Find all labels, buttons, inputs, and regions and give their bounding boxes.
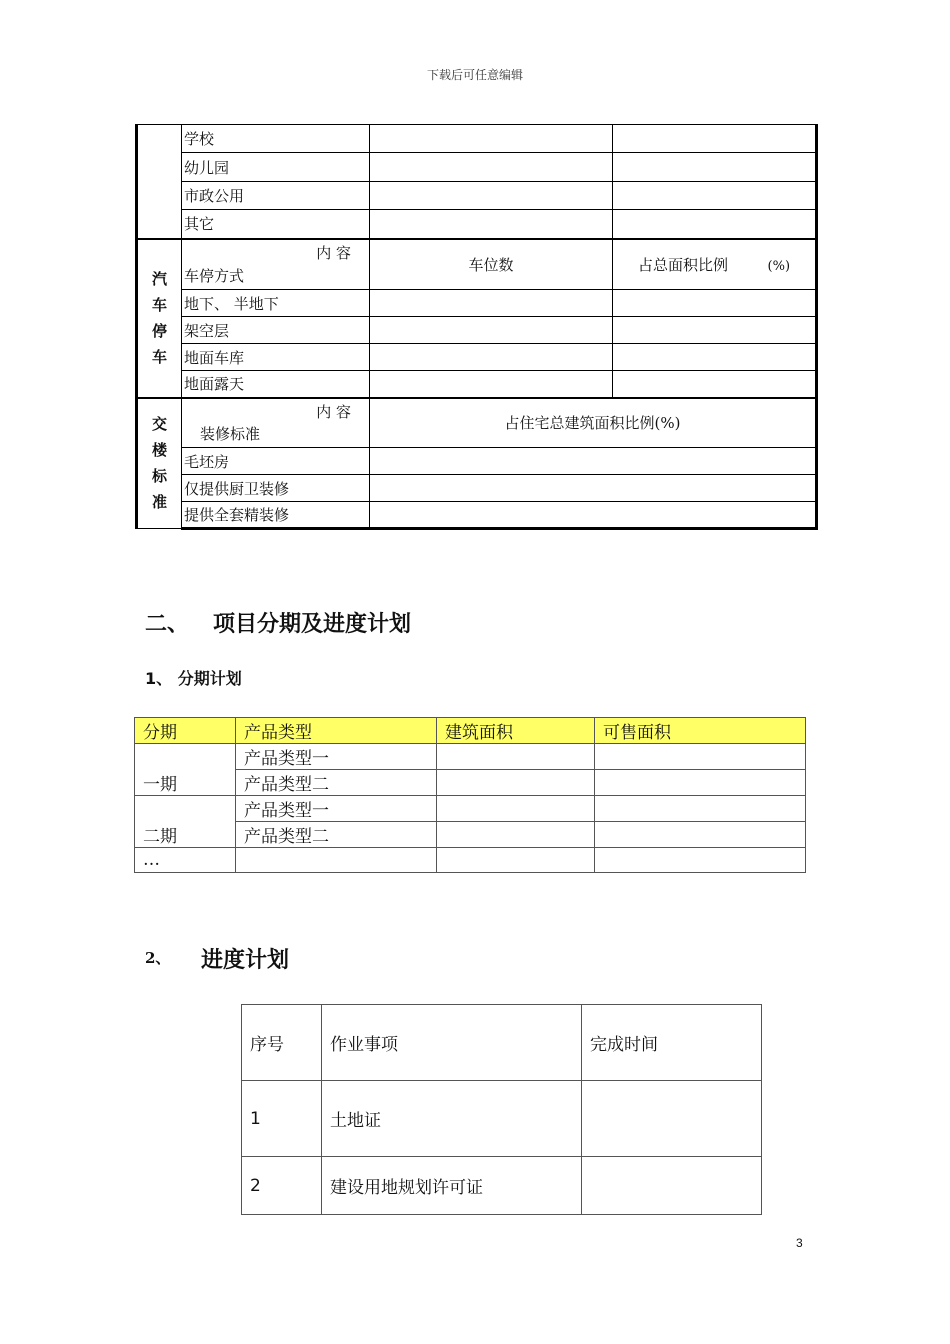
product-type: 产品类型二: [236, 770, 437, 796]
column-header: 建筑面积: [437, 718, 595, 744]
handover-row-label: 仅提供厨卫装修: [182, 475, 370, 502]
parking-row-label: 地面车库: [182, 344, 370, 371]
table-cell: [613, 371, 817, 398]
column-header: 产品类型: [236, 718, 437, 744]
handover-category-char: 标: [151, 467, 167, 486]
table-cell: [613, 290, 817, 317]
row-number: 1: [242, 1081, 322, 1157]
parking-ratio-label: 占总面积比例: [637, 255, 728, 274]
header-standard-label: 装修标准: [200, 425, 261, 443]
column-header: 完成时间: [582, 1005, 762, 1081]
table-cell: [370, 182, 613, 210]
table-cell: [236, 848, 437, 873]
table-cell: [437, 744, 595, 770]
handover-category-char: 交: [151, 415, 167, 434]
parking-count-header: 车位数: [370, 239, 613, 290]
table-cell: [370, 475, 817, 502]
table-cell: [613, 210, 817, 239]
table-cell: [595, 848, 806, 873]
header-content-label: 内 容: [316, 243, 351, 262]
column-header: 分期: [135, 718, 236, 744]
subsection-phase-plan: 1、 分期计划: [145, 669, 242, 688]
handover-header-cell: [182, 398, 370, 448]
table-cell: [370, 125, 613, 153]
table-cell: [370, 344, 613, 371]
row-number: 2: [242, 1157, 322, 1215]
facility-row-label: 市政公用: [182, 182, 370, 210]
subsection-number: 2、: [145, 949, 171, 967]
table-cell: [437, 796, 595, 822]
table-cell: [595, 822, 806, 848]
facility-category-cell: [137, 125, 182, 239]
table-cell: [595, 796, 806, 822]
table-cell: [613, 344, 817, 371]
table-cell: [613, 153, 817, 182]
handover-category-char: 楼: [151, 441, 167, 460]
header-content-label: 内 容: [316, 402, 351, 421]
product-type: 产品类型二: [236, 822, 437, 848]
schedule-table: [241, 1004, 762, 1215]
table-cell: [613, 317, 817, 344]
page-number: 3: [796, 1236, 803, 1250]
parking-category-label: [137, 239, 182, 398]
table-cell: [595, 770, 806, 796]
parking-row-label: 地面露天: [182, 371, 370, 398]
table-cell: [437, 822, 595, 848]
handover-row-label: 毛坯房: [182, 448, 370, 475]
table-cell: [437, 770, 595, 796]
table-cell: [370, 317, 613, 344]
handover-category-char: 准: [151, 493, 167, 512]
column-header: 作业事项: [322, 1005, 582, 1081]
product-type: 产品类型一: [236, 744, 437, 770]
task-name: 土地证: [322, 1081, 582, 1157]
parking-ratio-unit: (%): [767, 258, 791, 274]
product-type: 产品类型一: [236, 796, 437, 822]
parking-category-char: 车: [151, 348, 167, 366]
parking-category-char: 汽: [151, 270, 167, 288]
section-heading: [145, 607, 411, 638]
parking-category-char: 车: [151, 296, 167, 314]
phase-plan-table: [134, 717, 806, 873]
table-cell: [437, 848, 595, 873]
table-cell: [370, 502, 817, 529]
facility-parking-table: [135, 124, 818, 530]
completion-time: [582, 1157, 762, 1215]
parking-row-label: 地下、 半地下: [182, 290, 370, 317]
phase-label: 一期: [135, 744, 236, 796]
header-method-label: 车停方式: [184, 267, 245, 285]
page-header: 下载后可任意编辑: [426, 68, 523, 82]
parking-ratio-header: [613, 239, 817, 290]
parking-header-cell: [182, 239, 370, 290]
table-cell: [613, 125, 817, 153]
section-number: 二、: [145, 612, 190, 637]
facility-row-label: 其它: [182, 210, 370, 239]
table-cell: [370, 290, 613, 317]
column-header: 可售面积: [595, 718, 806, 744]
facility-row-label: 学校: [182, 125, 370, 153]
handover-row-label: 提供全套精装修: [182, 502, 370, 529]
handover-category-label: [137, 398, 182, 529]
handover-ratio-header: 占住宅总建筑面积比例(%): [370, 398, 817, 448]
phase-label: 二期: [135, 796, 236, 848]
table-cell: [370, 210, 613, 239]
subsection-title: 进度计划: [201, 948, 290, 973]
table-cell: [370, 448, 817, 475]
parking-row-label: 架空层: [182, 317, 370, 344]
ellipsis-cell: …: [135, 848, 236, 873]
table-cell: [613, 182, 817, 210]
section-title: 项目分期及进度计划: [213, 612, 412, 637]
table-cell: [595, 744, 806, 770]
parking-category-char: 停: [151, 322, 167, 340]
completion-time: [582, 1081, 762, 1157]
column-header: 序号: [242, 1005, 322, 1081]
task-name: 建设用地规划许可证: [322, 1157, 582, 1215]
facility-row-label: 幼儿园: [182, 153, 370, 182]
table-cell: [370, 371, 613, 398]
table-cell: [370, 153, 613, 182]
subsection-schedule: [145, 947, 290, 973]
